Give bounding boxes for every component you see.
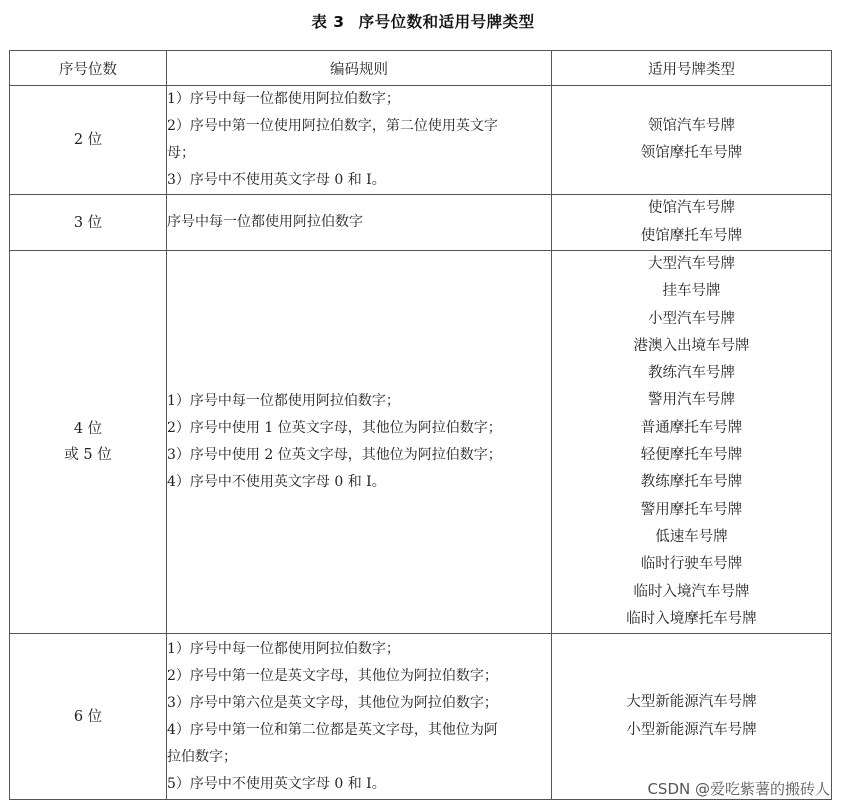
rules-cell bbox=[167, 86, 552, 195]
plate-type: 大型汽车号牌 bbox=[648, 256, 735, 272]
plate-type: 普通摩托车号牌 bbox=[640, 419, 743, 436]
plate-type: 小型汽车号牌 bbox=[648, 310, 735, 327]
plate-type: 领馆摩托车号牌 bbox=[640, 145, 743, 161]
rule-line: 4）序号中第一位和第二位都是英文字母，其他位为阿 bbox=[167, 721, 498, 738]
digits-cell bbox=[10, 86, 167, 195]
plate-type: 使馆汽车号牌 bbox=[648, 200, 735, 217]
types-cell bbox=[552, 251, 832, 634]
digits-text: 6 位 bbox=[73, 708, 103, 725]
digits-text: 或 5 位 bbox=[64, 447, 112, 464]
table-row bbox=[10, 251, 832, 634]
types-cell bbox=[552, 86, 832, 195]
digits-cell bbox=[10, 251, 167, 634]
plate-type: 港澳入出境车号牌 bbox=[633, 337, 750, 354]
rule-line: 母； bbox=[167, 145, 195, 161]
rule-line: 2）序号中使用 1 位英文字母，其他位为阿拉伯数字； bbox=[167, 420, 502, 437]
plate-serial-table bbox=[9, 50, 832, 800]
rule-line: 3）序号中使用 2 位英文字母，其他位为阿拉伯数字； bbox=[167, 447, 502, 464]
table-row bbox=[10, 86, 832, 195]
plate-type: 挂车号牌 bbox=[662, 283, 721, 300]
rule-line: 3）序号中不使用英文字母 0 和 I。 bbox=[167, 172, 386, 188]
rule-line: 3）序号中第六位是英文字母，其他位为阿拉伯数字； bbox=[167, 694, 498, 711]
plate-type: 警用摩托车号牌 bbox=[640, 501, 743, 518]
plate-type: 临时入境汽车号牌 bbox=[633, 583, 750, 600]
rule-line: 4）序号中不使用英文字母 0 和 I。 bbox=[167, 474, 386, 491]
table-title: 序号位数和适用号牌类型 bbox=[358, 13, 535, 31]
digits-text: 3 位 bbox=[73, 214, 103, 231]
table-caption bbox=[0, 10, 846, 32]
plate-type: 临时入境摩托车号牌 bbox=[626, 610, 757, 627]
header-digits: 序号位数 bbox=[10, 51, 167, 86]
plate-type: 警用汽车号牌 bbox=[648, 392, 735, 409]
rule-line: 5）序号中不使用英文字母 0 和 I。 bbox=[167, 775, 386, 792]
rule-line: 1）序号中每一位都使用阿拉伯数字； bbox=[167, 91, 400, 107]
rule-line: 2）序号中第一位是英文字母，其他位为阿拉伯数字； bbox=[167, 667, 498, 684]
plate-type: 教练汽车号牌 bbox=[648, 365, 735, 382]
header-row bbox=[10, 51, 832, 86]
rule-line: 1）序号中每一位都使用阿拉伯数字； bbox=[167, 393, 400, 410]
header-types: 适用号牌类型 bbox=[552, 51, 832, 86]
digits-cell bbox=[10, 195, 167, 251]
plate-type: 领馆汽车号牌 bbox=[648, 117, 735, 134]
digits-text: 2 位 bbox=[73, 132, 103, 148]
plate-type: 临时行驶车号牌 bbox=[640, 556, 743, 573]
table-number: 表 3 bbox=[311, 13, 345, 31]
rule-line: 拉伯数字； bbox=[167, 748, 237, 765]
header-rules: 编码规则 bbox=[167, 51, 552, 86]
rule-line: 序号中每一位都使用阿拉伯数字 bbox=[167, 214, 363, 230]
rule-line: 1）序号中每一位都使用阿拉伯数字； bbox=[167, 640, 400, 657]
csdn-watermark: CSDN @爱吃紫薯的搬砖人 bbox=[647, 780, 830, 798]
types-cell bbox=[552, 195, 832, 251]
plate-type: 小型新能源汽车号牌 bbox=[626, 721, 757, 738]
digits-cell bbox=[10, 634, 167, 800]
plate-type: 轻便摩托车号牌 bbox=[640, 447, 743, 464]
table-row bbox=[10, 195, 832, 251]
rules-cell bbox=[167, 195, 552, 251]
rules-cell bbox=[167, 251, 552, 634]
plate-type: 大型新能源汽车号牌 bbox=[626, 694, 757, 711]
types-cell bbox=[552, 634, 832, 800]
table-row bbox=[10, 634, 832, 800]
plate-type: 教练摩托车号牌 bbox=[640, 474, 743, 491]
rules-cell bbox=[167, 634, 552, 800]
digits-text: 4 位 bbox=[73, 421, 103, 438]
rule-line: 2）序号中第一位使用阿拉伯数字，第二位使用英文字 bbox=[167, 118, 498, 134]
plate-type: 使馆摩托车号牌 bbox=[640, 227, 743, 244]
plate-type: 低速车号牌 bbox=[655, 528, 728, 545]
